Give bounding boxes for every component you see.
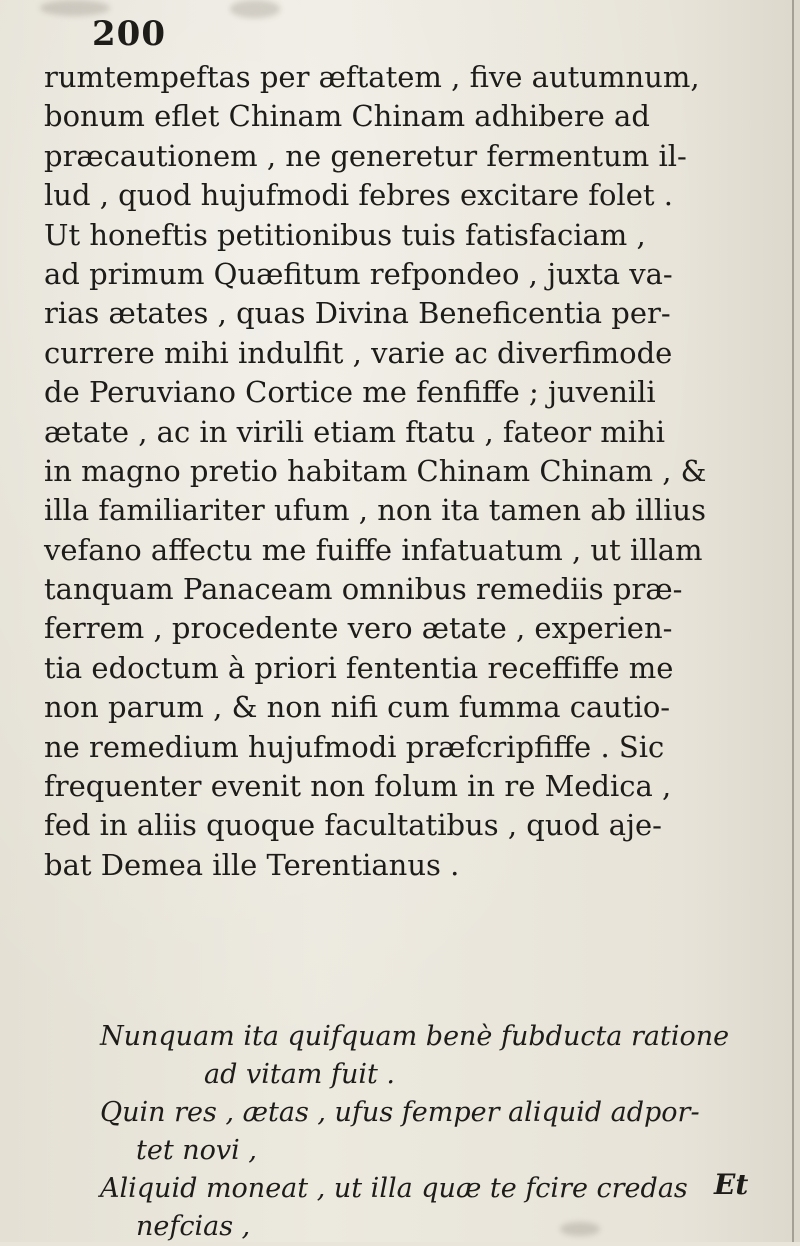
text-line: bonum eflet Chinam Chinam adhibere ad bbox=[44, 99, 650, 134]
text-line: ne remedium hujufmodi præfcripfiffe . Sic bbox=[44, 729, 665, 764]
page-number: 200 bbox=[92, 14, 166, 54]
verse-line: Aliquid moneat , ut illa quæ te fcire credas bbox=[100, 1173, 688, 1204]
text-line: non parum , & non nifi cum fumma cautio- bbox=[44, 690, 671, 725]
text-line: de Peruviano Cortice me fenfiffe ; juvenili bbox=[44, 375, 656, 410]
text-line: rumtempeftas per æftatem , five autumnum, bbox=[44, 60, 700, 94]
text-line: Ut honeftis petitionibus tuis fatisfaciam , bbox=[44, 217, 646, 252]
main-text bbox=[44, 58, 774, 885]
text-line: lud , quod hujufmodi febres excitare folet . bbox=[44, 178, 673, 213]
verse-line: Quin res , ætas , ufus femper aliquid adpor- bbox=[100, 1097, 700, 1128]
text-line: fed in aliis quoque facultatibus , quod aje- bbox=[44, 808, 662, 843]
verse-line: nefcias , bbox=[136, 1211, 251, 1242]
ink-bleed-top bbox=[230, 0, 280, 18]
text-line: illa familiariter ufum , non ita tamen ab illius bbox=[44, 493, 706, 528]
text-line: tanquam Panaceam omnibus remediis præ- bbox=[44, 572, 683, 607]
verse-quotation bbox=[44, 1018, 784, 1246]
text-line: ætate , ac in virili etiam ftatu , fateor mihi bbox=[44, 414, 666, 449]
text-line: ad primum Quæfitum refpondeo , juxta va- bbox=[44, 256, 673, 291]
text-line: tia edoctum à priori fententia receffiffe me bbox=[44, 650, 674, 685]
catchword: Et bbox=[714, 1168, 749, 1201]
text-line: bat Demea ille Terentianus . bbox=[44, 847, 460, 882]
text-line: rias ætates , quas Divina Beneficentia per- bbox=[44, 296, 671, 331]
text-line: ferrem , procedente vero ætate , experien- bbox=[44, 611, 673, 646]
text-line: præcautionem , ne generetur fermentum il- bbox=[44, 138, 687, 173]
text-line: vefano affectu me fuiffe infatuatum , ut illam bbox=[44, 532, 703, 567]
verse-line: tet novi , bbox=[136, 1135, 257, 1166]
verse-line: Nunquam ita quifquam benè fubducta ratione bbox=[100, 1021, 730, 1052]
verse-line: ad vitam fuit . bbox=[204, 1059, 396, 1090]
page-edge bbox=[792, 0, 794, 1242]
text-line: currere mihi indulfit , varie ac diverfimode bbox=[44, 335, 673, 370]
text-line: in magno pretio habitam Chinam Chinam , & bbox=[44, 453, 707, 488]
text-line: frequenter evenit non folum in re Medica , bbox=[44, 769, 672, 804]
